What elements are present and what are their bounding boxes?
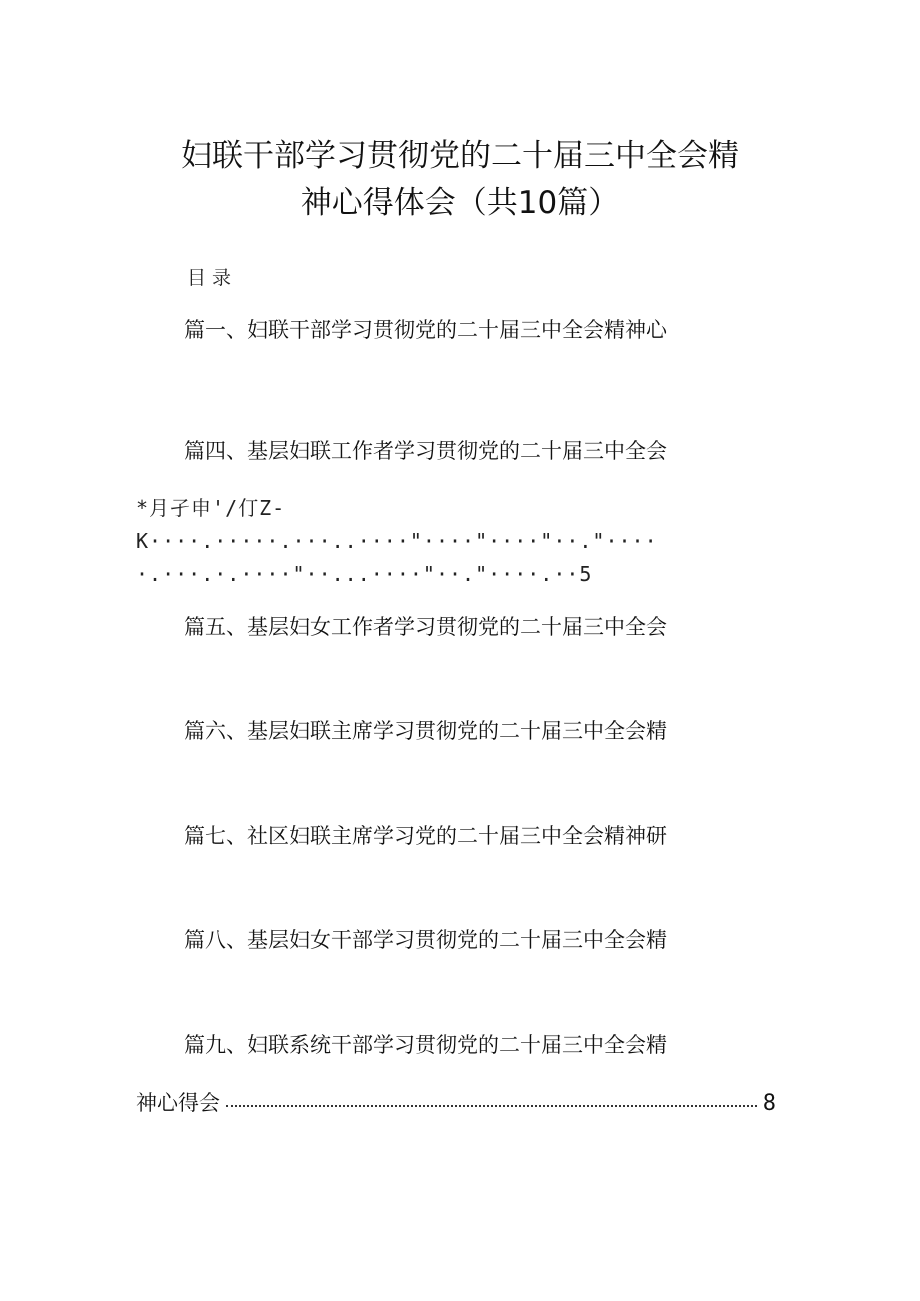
garbled-line-1: *月孑申'/仃Z-: [136, 496, 286, 520]
toc-entry-6[interactable]: 篇六、基层妇联主席学习贯彻党的二十届三中全会精: [184, 719, 667, 743]
document-title-line-2: 神心得体会（共10篇）: [300, 185, 620, 221]
toc-entry-4[interactable]: 篇四、基层妇联工作者学习贯彻党的二十届三中全会: [184, 439, 667, 463]
toc-entry-9-continuation[interactable]: [136, 1088, 776, 1120]
garbled-line-3: ·.···.·.····"··...····"··."····.··5: [136, 562, 593, 586]
dot-leader: [226, 1105, 757, 1107]
toc-entry-1[interactable]: 篇一、妇联干部学习贯彻党的二十届三中全会精神心: [184, 318, 667, 342]
page-number: 8: [762, 1091, 776, 1116]
garbled-line-2: K····.·····.···..····"····"····"··."····: [136, 529, 658, 553]
toc-entry-8[interactable]: 篇八、基层妇女干部学习贯彻党的二十届三中全会精: [184, 928, 667, 952]
toc-entry-9[interactable]: 篇九、妇联系统干部学习贯彻党的二十届三中全会精: [184, 1033, 667, 1057]
toc-entry-9-tail: 神心得会: [136, 1091, 220, 1115]
toc-heading: 目录: [187, 267, 238, 289]
document-title-line-1: 妇联干部学习贯彻党的二十届三中全会精: [181, 138, 739, 174]
toc-entry-7[interactable]: 篇七、社区妇联主席学习党的二十届三中全会精神研: [184, 824, 667, 848]
toc-entry-5[interactable]: 篇五、基层妇女工作者学习贯彻党的二十届三中全会: [184, 615, 667, 639]
